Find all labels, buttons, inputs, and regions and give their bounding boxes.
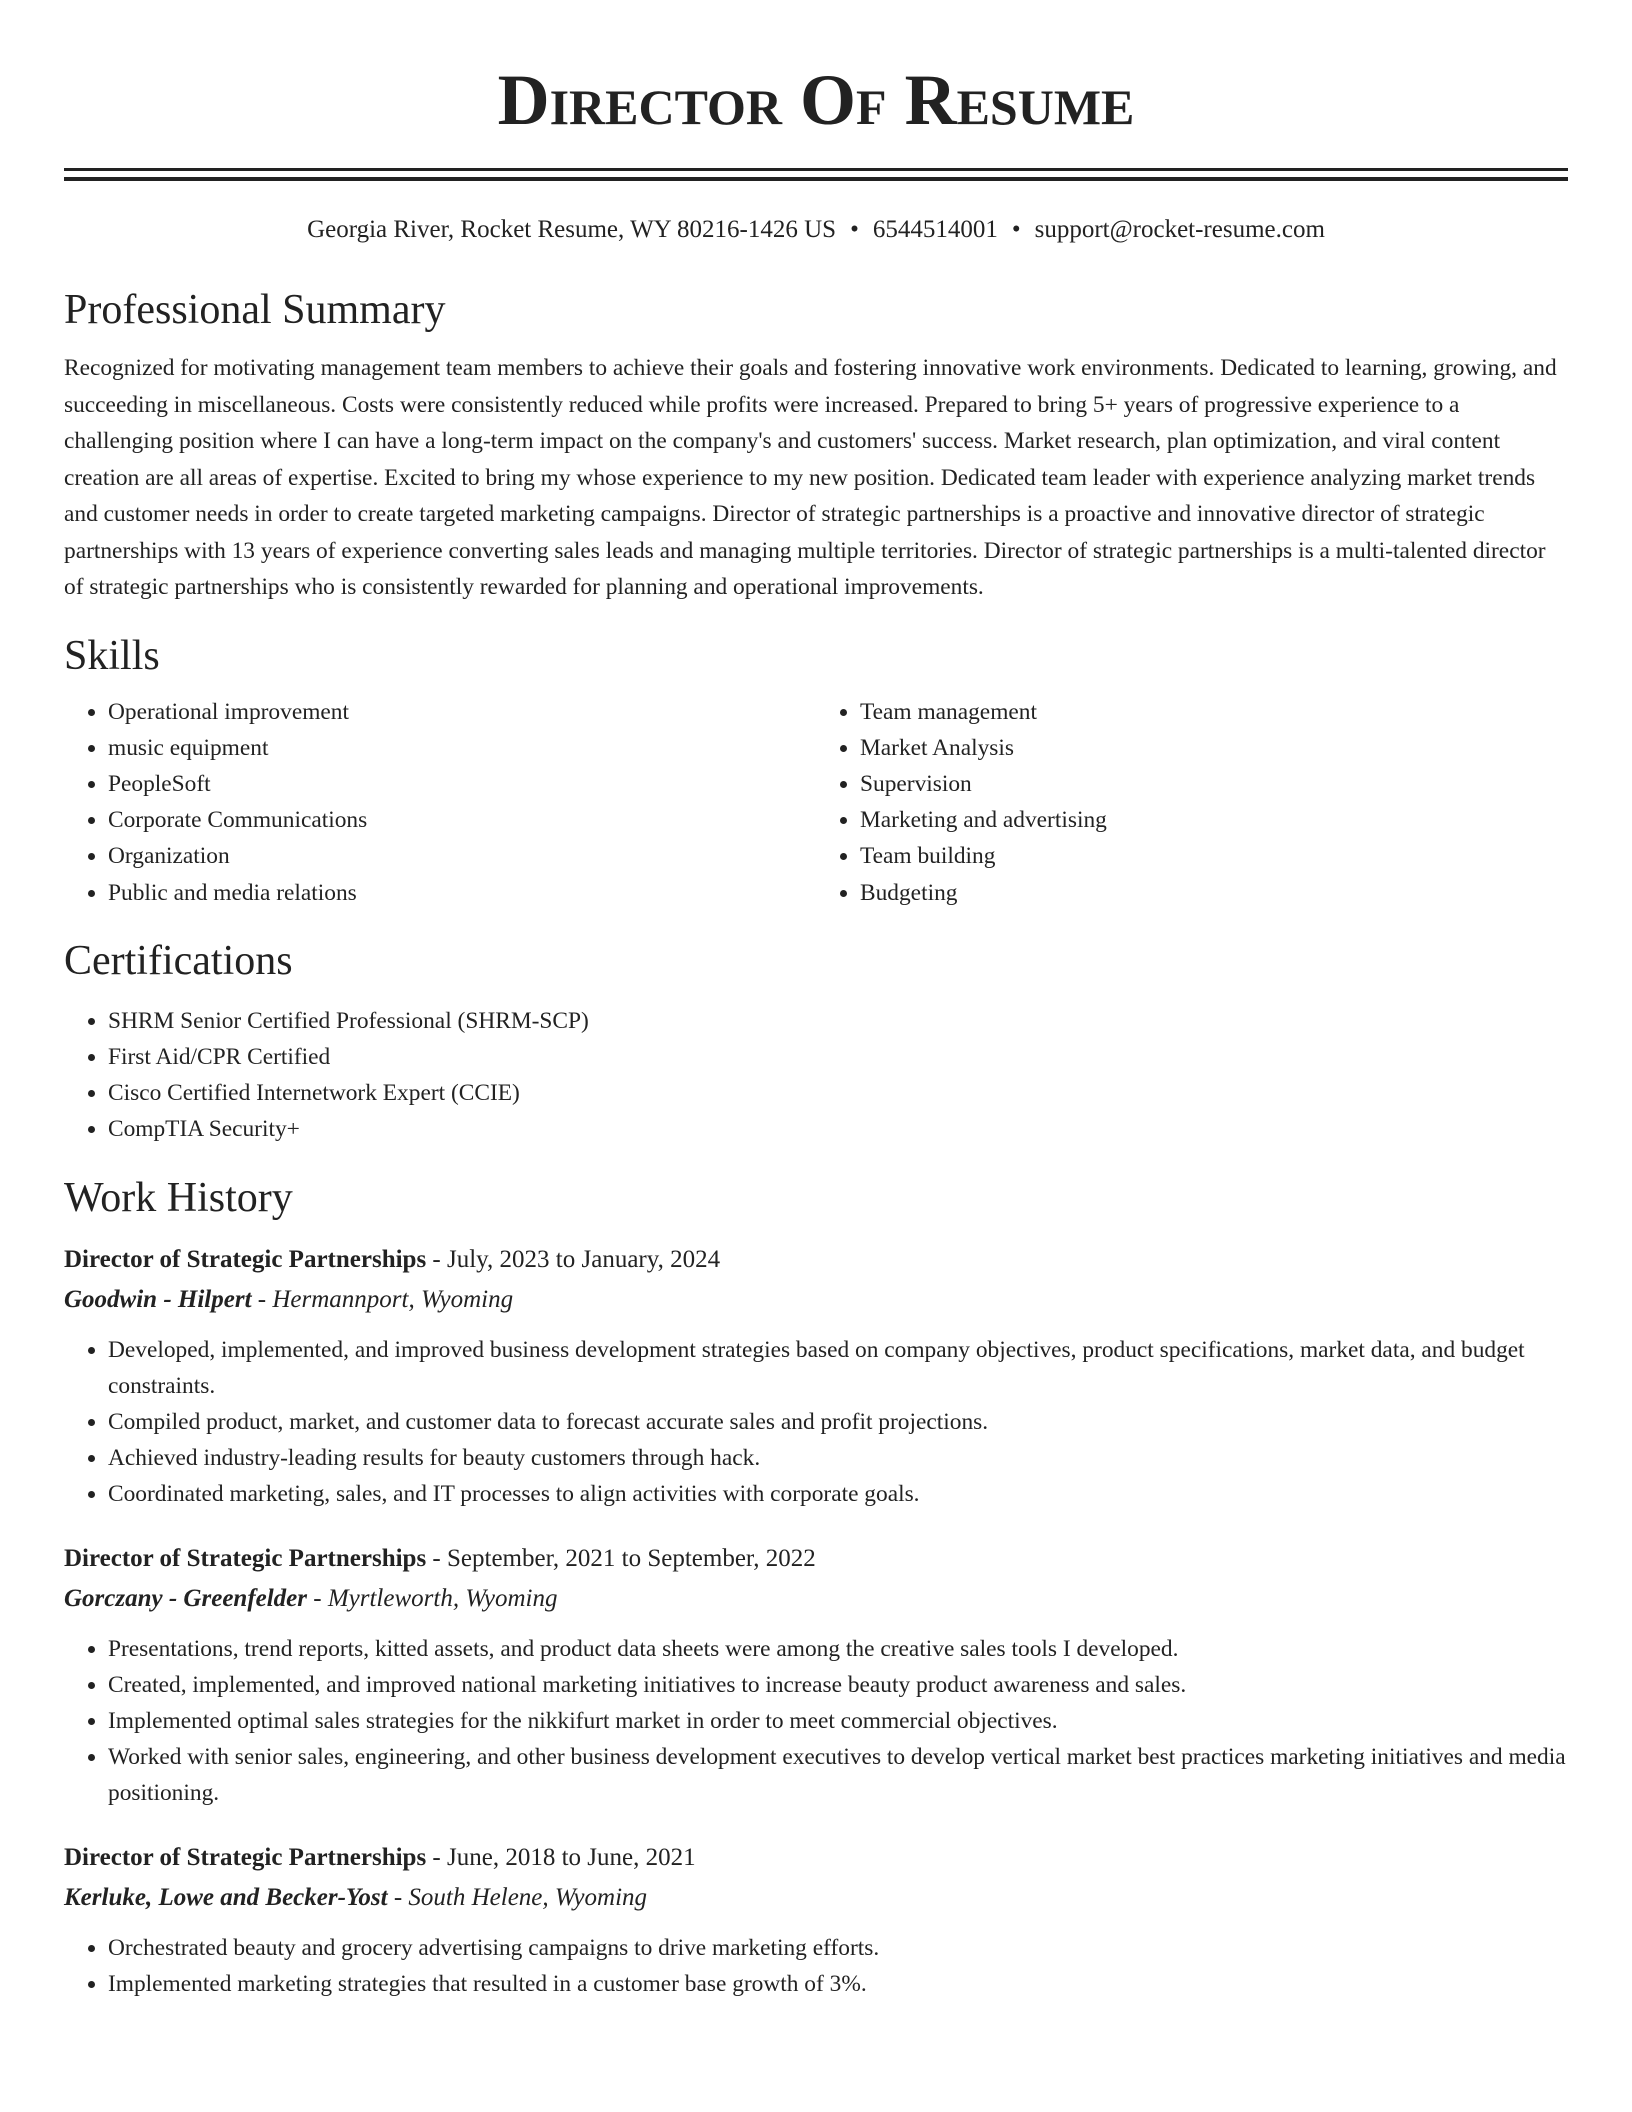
job-entry xyxy=(64,1838,1568,2002)
section-heading-work-history: Work History xyxy=(64,1174,293,1221)
header-rule-bottom xyxy=(64,177,1568,181)
job-company: Kerluke, Lowe and Becker-Yost xyxy=(64,1883,388,1911)
job-location: - Myrtleworth, Wyoming xyxy=(307,1584,558,1612)
skill-item: • music equipment xyxy=(108,730,816,766)
skill-item: • Marketing and advertising xyxy=(860,802,1568,838)
skill-item: • Public and media relations xyxy=(108,875,816,911)
contact-separator: • xyxy=(850,216,859,243)
job-entry xyxy=(64,1240,1568,1513)
skill-item: • Market Analysis xyxy=(860,730,1568,766)
job-dates: - September, 2021 to September, 2022 xyxy=(426,1544,816,1572)
skill-item: • Budgeting xyxy=(860,875,1568,911)
skills-column-left xyxy=(64,694,816,911)
job-bullets xyxy=(64,1930,1568,2002)
certification-item: • First Aid/CPR Certified xyxy=(108,1039,1568,1075)
job-bullet: • Worked with senior sales, engineering, and other business development executives to develop vertical market best practices marketing initiatives and media positioning. xyxy=(108,1739,1568,1811)
contact-line xyxy=(64,214,1568,246)
job-bullets xyxy=(64,1631,1568,1812)
contact-email: support@rocket-resume.com xyxy=(1034,216,1325,243)
job-bullet: • Developed, implemented, and improved business development strategies based on company objectives, product specifications, market data, and budget constraints. xyxy=(108,1332,1568,1404)
contact-separator: • xyxy=(1011,216,1021,243)
skill-item: • Operational improvement xyxy=(108,694,816,730)
job-title: Director of Strategic Partnerships xyxy=(64,1245,427,1273)
certification-item: • CompTIA Security+ xyxy=(108,1111,1568,1147)
job-dates: - July, 2023 to January, 2024 xyxy=(426,1245,721,1273)
section-heading-skills: Skills xyxy=(64,632,160,679)
job-bullet: • Implemented marketing strategies that resulted in a customer base growth of 3%. xyxy=(108,1966,1568,2002)
job-title: Director of Strategic Partnerships xyxy=(64,1843,427,1871)
job-header xyxy=(64,1539,1568,1579)
job-title: Director of Strategic Partnerships xyxy=(64,1544,427,1572)
skill-item: • Supervision xyxy=(860,766,1568,802)
contact-phone: 6544514001 xyxy=(872,216,998,243)
section-heading-certifications: Certifications xyxy=(64,937,293,984)
skill-item: • PeopleSoft xyxy=(108,766,816,802)
job-company-line xyxy=(64,1579,1568,1619)
job-dates: - June, 2018 to June, 2021 xyxy=(426,1843,696,1871)
section-heading-summary: Professional Summary xyxy=(64,287,446,333)
job-company: Goodwin - Hilpert xyxy=(64,1285,252,1313)
job-location: - Hermannport, Wyoming xyxy=(251,1285,514,1313)
certifications-list xyxy=(64,1003,1568,1148)
job-header xyxy=(64,1838,1568,1878)
job-bullet: • Compiled product, market, and customer data to forecast accurate sales and profit projections. xyxy=(108,1404,1568,1440)
skill-item: • Team management xyxy=(860,694,1568,730)
job-bullet: • Achieved industry-leading results for beauty customers through hack. xyxy=(108,1440,1568,1476)
job-bullet: • Presentations, trend reports, kitted assets, and product data sheets were among the creative sales tools I developed. xyxy=(108,1631,1568,1667)
job-bullet: • Coordinated marketing, sales, and IT processes to align activities with corporate goals. xyxy=(108,1476,1568,1512)
resume-name: Director Of Resume xyxy=(497,60,1135,140)
job-header xyxy=(64,1240,1568,1280)
job-bullet: • Created, implemented, and improved national marketing initiatives to increase beauty product awareness and sales. xyxy=(108,1667,1568,1703)
skill-item: • Corporate Communications xyxy=(108,802,816,838)
contact-address: Georgia River, Rocket Resume, WY 80216-1426 US xyxy=(307,216,837,243)
job-bullets xyxy=(64,1332,1568,1513)
skill-item: • Team building xyxy=(860,838,1568,874)
skills-grid xyxy=(64,694,1568,911)
skills-column-right xyxy=(816,694,1568,911)
header-rule-top xyxy=(64,168,1568,171)
job-bullet: • Implemented optimal sales strategies for the nikkifurt market in order to meet commercial objectives. xyxy=(108,1703,1568,1739)
certification-item: • Cisco Certified Internetwork Expert (CCIE) xyxy=(108,1075,1568,1111)
job-company-line xyxy=(64,1878,1568,1918)
job-location: - South Helene, Wyoming xyxy=(387,1883,648,1911)
job-entry xyxy=(64,1539,1568,1812)
job-company: Gorczany - Greenfelder xyxy=(64,1584,308,1612)
summary-text: Recognized for motivating management team members to achieve their goals and fostering innovative work environments. Dedicated to learning, growing, and succeeding in miscellaneous. Costs were consistently reduced while profits were increased. Prepared to bring 5+ years of progressive experience to a challenging position where I can have a long-term impact on the company's and customers' success. Market research, plan optimization, and viral content creation are all areas of expertise. Excited to bring my whose experience to my new position. Dedicated team leader with experience analyzing market trends and customer needs in order to create targeted marketing campaigns. Director of strategic partnerships is a proactive and innovative director of strategic partnerships with 13 years of experience converting sales leads and managing multiple territories. Director of strategic partnerships is a multi-talented director of strategic partnerships who is consistently rewarded for planning and operational improvements. xyxy=(64,355,1557,600)
job-company-line xyxy=(64,1280,1568,1320)
job-bullet: • Orchestrated beauty and grocery advertising campaigns to drive marketing efforts. xyxy=(108,1930,1568,1966)
certification-item: • SHRM Senior Certified Professional (SHRM-SCP) xyxy=(108,1003,1568,1039)
skill-item: • Organization xyxy=(108,838,816,874)
